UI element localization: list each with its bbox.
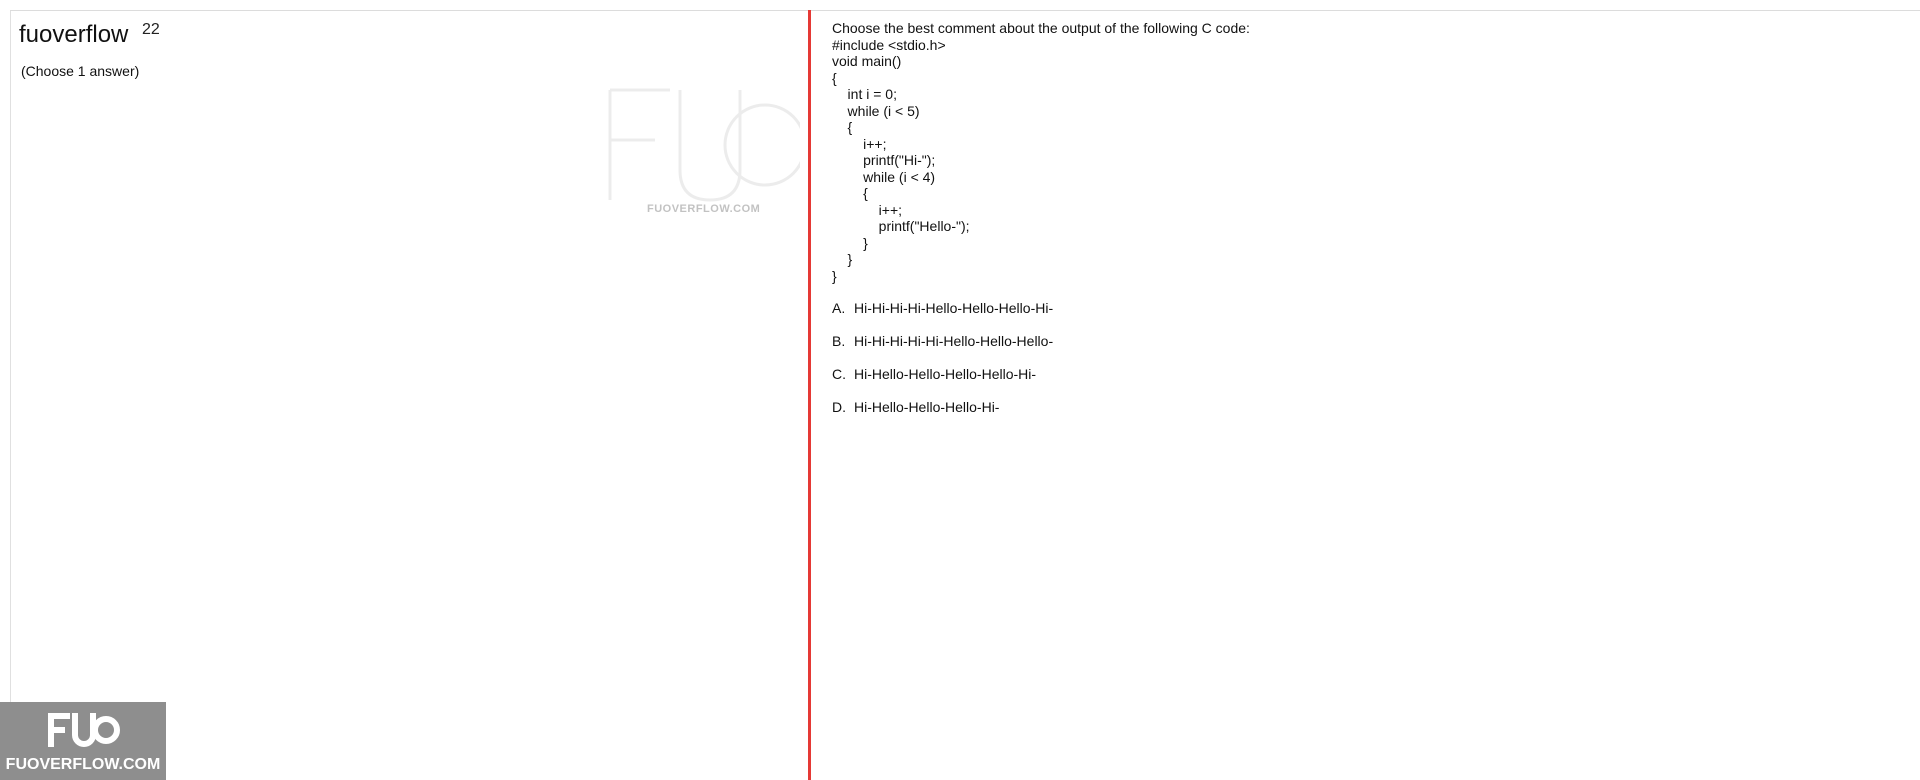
site-name-label: fuoverflow	[11, 17, 141, 53]
pane-divider[interactable]	[808, 10, 811, 780]
answer-letter: D.	[832, 399, 846, 415]
answer-text: Hi-Hi-Hi-Hi-Hi-Hello-Hello-Hello-	[854, 333, 1054, 349]
code-line: while (i < 4)	[832, 168, 936, 185]
answer-option-d[interactable]	[832, 399, 1892, 416]
question-prompt: Choose the best comment about the output of the following C code:	[832, 20, 1250, 36]
code-line: {	[832, 69, 837, 86]
code-line: }	[832, 251, 853, 267]
fuoverflow-logo	[0, 702, 166, 780]
answer-letter: B.	[832, 333, 846, 349]
code-line: void main()	[832, 53, 902, 69]
answer-list	[832, 300, 1892, 416]
answer-text: Hi-Hello-Hello-Hello-Hello-Hi-	[854, 366, 1037, 382]
answer-option-a[interactable]	[832, 300, 1892, 317]
logo-caption: FUOVERFLOW.COM	[5, 756, 161, 773]
code-line: printf("Hello-");	[832, 218, 970, 234]
code-line: }	[832, 267, 837, 284]
code-line: printf("Hi-");	[832, 152, 936, 168]
answer-option-c[interactable]	[832, 366, 1892, 383]
code-line: i++;	[832, 201, 903, 218]
question-text	[832, 20, 1892, 284]
code-line: {	[832, 119, 853, 135]
answer-text: Hi-Hello-Hello-Hello-Hi-	[854, 399, 1000, 415]
choose-answer-hint: (Choose 1 answer)	[21, 63, 140, 79]
code-line: }	[832, 234, 868, 251]
question-number: 22	[142, 21, 160, 38]
fuo-logo-icon	[46, 710, 120, 750]
code-line: i++;	[832, 135, 887, 152]
code-line: {	[832, 185, 868, 201]
watermark-logo-icon	[600, 80, 800, 220]
answer-option-b[interactable]	[832, 333, 1892, 350]
answer-letter: A.	[832, 300, 846, 316]
code-line: int i = 0;	[832, 86, 897, 102]
code-line: while (i < 5)	[832, 102, 920, 119]
question-pane	[832, 20, 1892, 432]
answer-text: Hi-Hi-Hi-Hi-Hello-Hello-Hello-Hi-	[854, 300, 1054, 316]
answer-letter: C.	[832, 366, 846, 382]
code-line: #include <stdio.h>	[832, 36, 946, 53]
watermark-caption: FUOVERFLOW.COM	[647, 203, 761, 215]
